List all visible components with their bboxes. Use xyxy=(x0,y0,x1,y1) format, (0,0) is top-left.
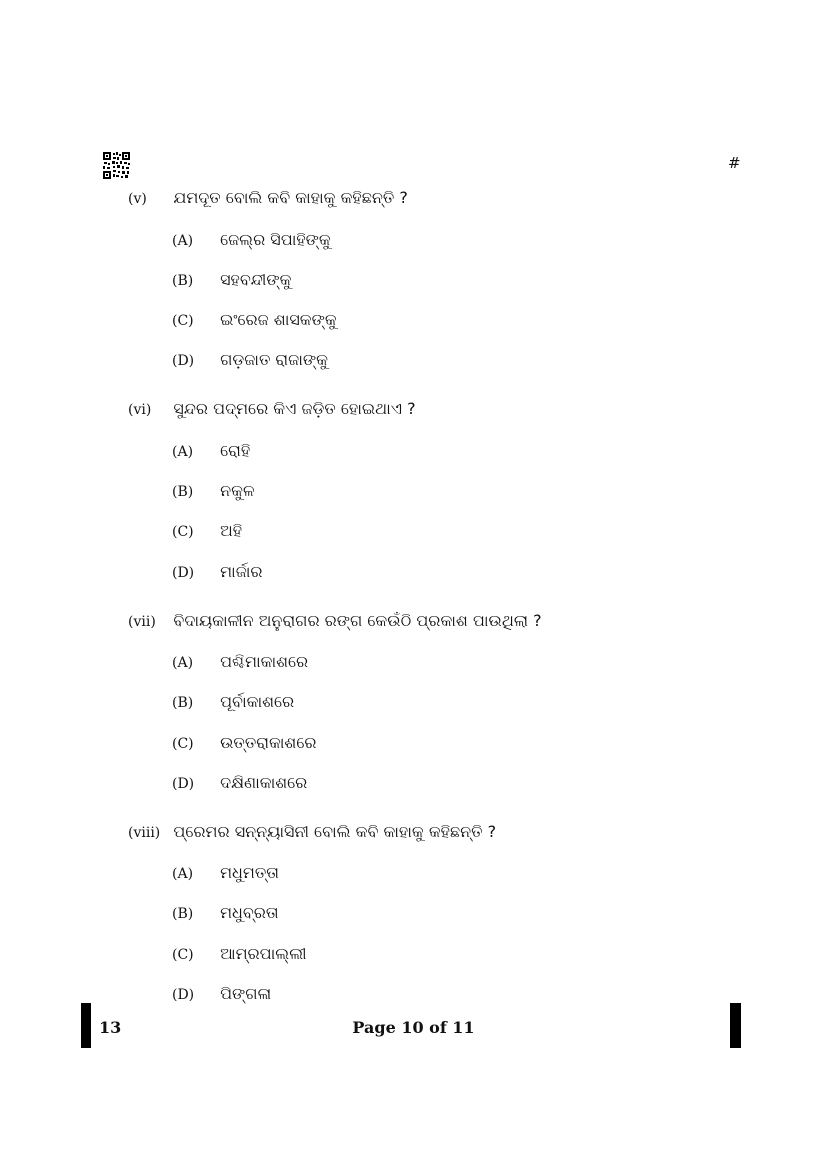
option-vii-d xyxy=(172,771,307,795)
question-text: ସୁନ୍ଦର ପଦ୍ମରେ କିଏ ଜଡ଼ିତ ହୋଇଥାଏ ? xyxy=(173,399,416,418)
option-text: ନକୁଳ xyxy=(220,481,255,500)
option-label: (A) xyxy=(172,444,194,460)
option-v-a xyxy=(172,228,331,252)
option-text: ଜେଲ୍‌ର ସିପାହିଙ୍କୁ xyxy=(220,230,331,249)
option-label: (C) xyxy=(172,524,194,540)
option-label: (C) xyxy=(172,947,194,963)
option-text: ମଧୁବ୍ରତା xyxy=(220,903,279,922)
question-number: (viii) xyxy=(128,825,161,841)
option-vi-c xyxy=(172,519,242,543)
page-number: Page 10 of 11 xyxy=(352,1018,475,1037)
option-label: (A) xyxy=(172,866,194,882)
option-viii-a xyxy=(172,861,279,885)
option-text: ଇଂରେଜ ଶାସକଙ୍କୁ xyxy=(220,310,337,329)
option-text: ମାର୍ଜାର xyxy=(220,562,263,581)
option-v-b xyxy=(172,268,291,292)
option-v-c xyxy=(172,308,337,332)
option-label: (D) xyxy=(172,565,195,581)
question-text: ଯମଦୂତ ବୋଲି କବି କାହାକୁ କହିଛନ୍ତି ? xyxy=(173,188,408,207)
option-label: (A) xyxy=(172,233,194,249)
option-vii-c xyxy=(172,731,316,755)
question-vi xyxy=(128,397,416,421)
option-viii-b xyxy=(172,901,279,925)
option-label: (A) xyxy=(172,655,194,671)
option-label: (B) xyxy=(172,695,194,711)
question-v xyxy=(128,186,408,210)
right-margin-bar xyxy=(730,1003,741,1048)
option-text: ଗଡ଼ଜାତ ରାଜାଙ୍କୁ xyxy=(220,350,328,369)
question-vii xyxy=(128,609,542,633)
option-label: (B) xyxy=(172,484,194,500)
option-viii-d xyxy=(172,982,271,1006)
option-vi-d xyxy=(172,560,263,584)
paper-code: 13 xyxy=(99,1018,122,1037)
page-hash-mark: # xyxy=(728,154,741,172)
question-number: (vi) xyxy=(128,402,152,418)
question-text: ପ୍ରେମର ସନ୍ନ୍ୟାସିନୀ ବୋଲି କବି କାହାକୁ କହିଛନ୍ତି ? xyxy=(173,822,497,841)
option-text: ପୂର୍ବାକାଶରେ xyxy=(220,692,295,711)
option-label: (D) xyxy=(172,776,195,792)
option-label: (D) xyxy=(172,353,195,369)
option-v-d xyxy=(172,348,328,372)
question-text: ବିଦାୟକାଳୀନ ଅନୁରାଗର ରଙ୍ଗ କେଉଁଠି ପ୍ରକାଶ ପାଉଥିଲା ? xyxy=(173,611,542,630)
option-text: ରୋହି xyxy=(220,441,251,460)
option-text: ଅହି xyxy=(220,521,243,540)
question-viii xyxy=(128,820,496,844)
option-text: ଆମ୍ରପାଲ୍ଲୀ xyxy=(220,944,307,963)
option-label: (C) xyxy=(172,313,194,329)
qr-code-icon xyxy=(103,152,130,179)
option-vii-a xyxy=(172,650,308,674)
option-label: (C) xyxy=(172,736,194,752)
option-text: ଦକ୍ଷିଣାକାଶରେ xyxy=(220,773,308,792)
option-vii-b xyxy=(172,690,294,714)
option-text: ଉତ୍ତରାକାଶରେ xyxy=(220,733,317,752)
option-text: ସହବନ୍ଦୀଙ୍କୁ xyxy=(220,270,292,289)
option-label: (D) xyxy=(172,987,195,1003)
option-viii-c xyxy=(172,942,307,966)
option-vi-a xyxy=(172,439,250,463)
option-label: (B) xyxy=(172,273,194,289)
option-text: ମଧୁମତ୍ତା xyxy=(220,863,279,882)
option-text: ପିଙ୍ଗଳା xyxy=(220,984,272,1003)
option-text: ପଶ୍ଚିମାକାଶରେ xyxy=(220,652,309,671)
option-label: (B) xyxy=(172,906,194,922)
question-number: (v) xyxy=(128,191,147,207)
question-number: (vii) xyxy=(128,614,156,630)
option-vi-b xyxy=(172,479,255,503)
